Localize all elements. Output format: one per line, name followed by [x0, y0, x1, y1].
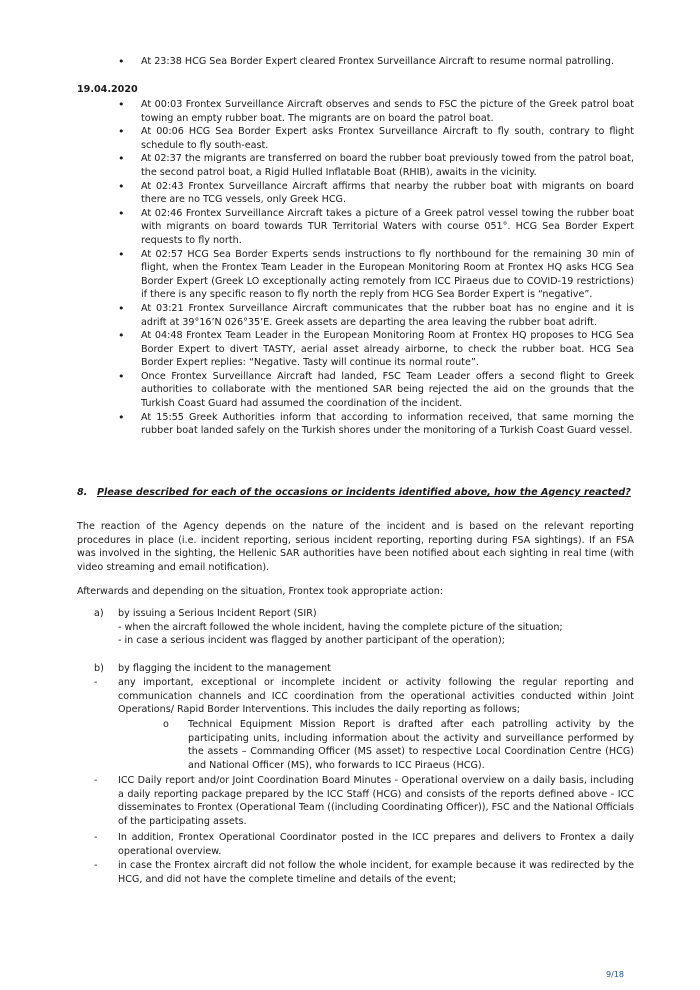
dash-item [94, 676, 634, 717]
list-item: • At 03:21 Frontex Surveillance Aircraft communicates that the rubber boat has no engine and it is adrift at 39°16’N 026°35’E. Greek assets are departing the area leaving the rubber boat adrift. [0, 302, 700, 329]
item-b-label: b) [94, 663, 104, 674]
question-heading [77, 486, 634, 500]
question-number: 8. [77, 487, 88, 498]
list-item: • At 02:43 Frontex Surveillance Aircraft affirms that nearby the rubber boat with migrants on board there are no TCG vessels, only Greek HCG. [0, 180, 700, 207]
sub-item-text: Technical Equipment Mission Report is drafted after each patrolling activity by the participating units, including information about the activity and surveillance performed by the assets – Commanding Officer (MS asset) to respective Local Coordination Centre (HCG) and National Officer (MS), who forwards to ICC Piraeus (HCG). [188, 719, 634, 771]
circle-bullet: o [163, 719, 169, 730]
list-item: • At 23:38 HCG Sea Border Expert cleared Frontex Surveillance Aircraft to resume normal patrolling. [0, 55, 700, 69]
incident-timeline-list [0, 98, 700, 438]
dash-item-text: any important, exceptional or incomplete incident or activity following the regular reporting and communication channels and ICC coordination from the operational activities conducted within Joint Operations/ Rapid Border Interventions. This includes the daily reporting as follows; [118, 677, 634, 716]
paragraph-reaction: The reaction of the Agency depends on the nature of the incident and is based on the relevant reporting procedures in place (i.e. incident reporting, serious incident reporting, reporting during FSA sightings). If an FSA was involved in the sighting, the Hellenic SAR authorities have been notified about each sighting in real time (with video streaming and email notification). [77, 521, 634, 573]
date-heading: 19.04.2020 [77, 84, 138, 95]
question-text: Please described for each of the occasions or incidents identified above, how the Agency reacted? [97, 487, 631, 498]
list-item: • At 02:37 the migrants are transferred on board the rubber boat previously towed from the patrol boat, the second patrol boat, a Rigid Hulled Inflatable Boat (RHIB), awaits in the vicinity. [0, 152, 700, 179]
dash-symbol: - [94, 677, 98, 688]
dash-item [94, 859, 634, 886]
list-item: • At 02:46 Frontex Surveillance Aircraft takes a picture of a Greek patrol vessel towing the rubber boat with migrants on board towards TUR Territorial Waters with course 051°. HCG Sea Border Expert requests to fly north. [0, 207, 700, 248]
dash-item [94, 831, 634, 858]
top-bullet-list [0, 55, 700, 69]
dash-symbol: - [94, 832, 98, 843]
paragraph-actions-intro: Afterwards and depending on the situation, Frontex took appropriate action: [77, 586, 444, 597]
dash-item-text: in case the Frontex aircraft did not follow the whole incident, for example because it was redirected by the HCG, and did not have the complete timeline and details of the event; [118, 860, 634, 885]
sub-item [141, 718, 634, 772]
dash-item-text: In addition, Frontex Operational Coordinator posted in the ICC prepares and delivers to Frontex a daily operational overview. [118, 832, 634, 857]
dash-item-text: ICC Daily report and/or Joint Coordination Board Minutes - Operational overview on a daily basis, including a daily reporting package prepared by the ICC Staff (HCG) and consists of the reports defined above - ICC disseminates to Frontex (Operational Team ((including Coordinating Officer)), FSC and the National Officials of the participating assets. [118, 775, 634, 827]
item-a-label: a) [94, 608, 104, 619]
dash-item [94, 774, 634, 828]
list-item: • At 00:06 HCG Sea Border Expert asks Frontex Surveillance Aircraft to fly south, contrary to flight schedule to fly south-east. [0, 125, 700, 152]
dash-symbol: - [94, 775, 98, 786]
list-item: • At 00:03 Frontex Surveillance Aircraft observes and sends to FSC the picture of the Greek patrol boat towing an empty rubber boat. The migrants are on board the patrol boat. [0, 98, 700, 125]
dash-symbol: - [94, 860, 98, 871]
item-b-title: by flagging the incident to the management [118, 663, 331, 674]
list-item: • Once Frontex Surveillance Aircraft had landed, FSC Team Leader offers a second flight to Greek authorities to collaborate with the mentioned SAR being rejected the aid on the grounds that the Turkish Coast Guard had assumed the coordination of the incident. [0, 370, 700, 411]
item-a-title: by issuing a Serious Incident Report (SIR) [118, 608, 317, 619]
list-item: • At 15:55 Greek Authorities inform that according to information received, that same morning the rubber boat landed safely on the Turkish shores under the monitoring of a Turkish Coast Guard vessel. [0, 411, 700, 438]
item-b [94, 662, 634, 676]
item-a [94, 607, 634, 648]
list-item: • At 02:57 HCG Sea Border Experts sends instructions to fly northbound for the remaining 30 min of flight, when the Frontex Team Leader in the European Monitoring Room at Frontex HQ asks HCG Sea Border Expert (Greek LO exceptionally acting remotely from ICC Piraeus due to COVID-19 restrictions) if there is any specific reason to fly north the reply from HCG Sea Border Expert is “negative”. [0, 248, 700, 302]
list-item: • At 04:48 Frontex Team Leader in the European Monitoring Room at Frontex HQ proposes to HCG Sea Border Expert to divert TASTY, aerial asset already airborne, to check the rubber boat. HCG Sea Border Expert replies: “Negative. Tasty will continue its normal route”. [0, 329, 700, 370]
item-a-line: - in case a serious incident was flagged by another participant of the operation); [118, 635, 505, 647]
item-a-line: - when the aircraft followed the whole incident, having the complete picture of the situation; [118, 621, 563, 633]
page-number: 9/18 [606, 970, 624, 979]
